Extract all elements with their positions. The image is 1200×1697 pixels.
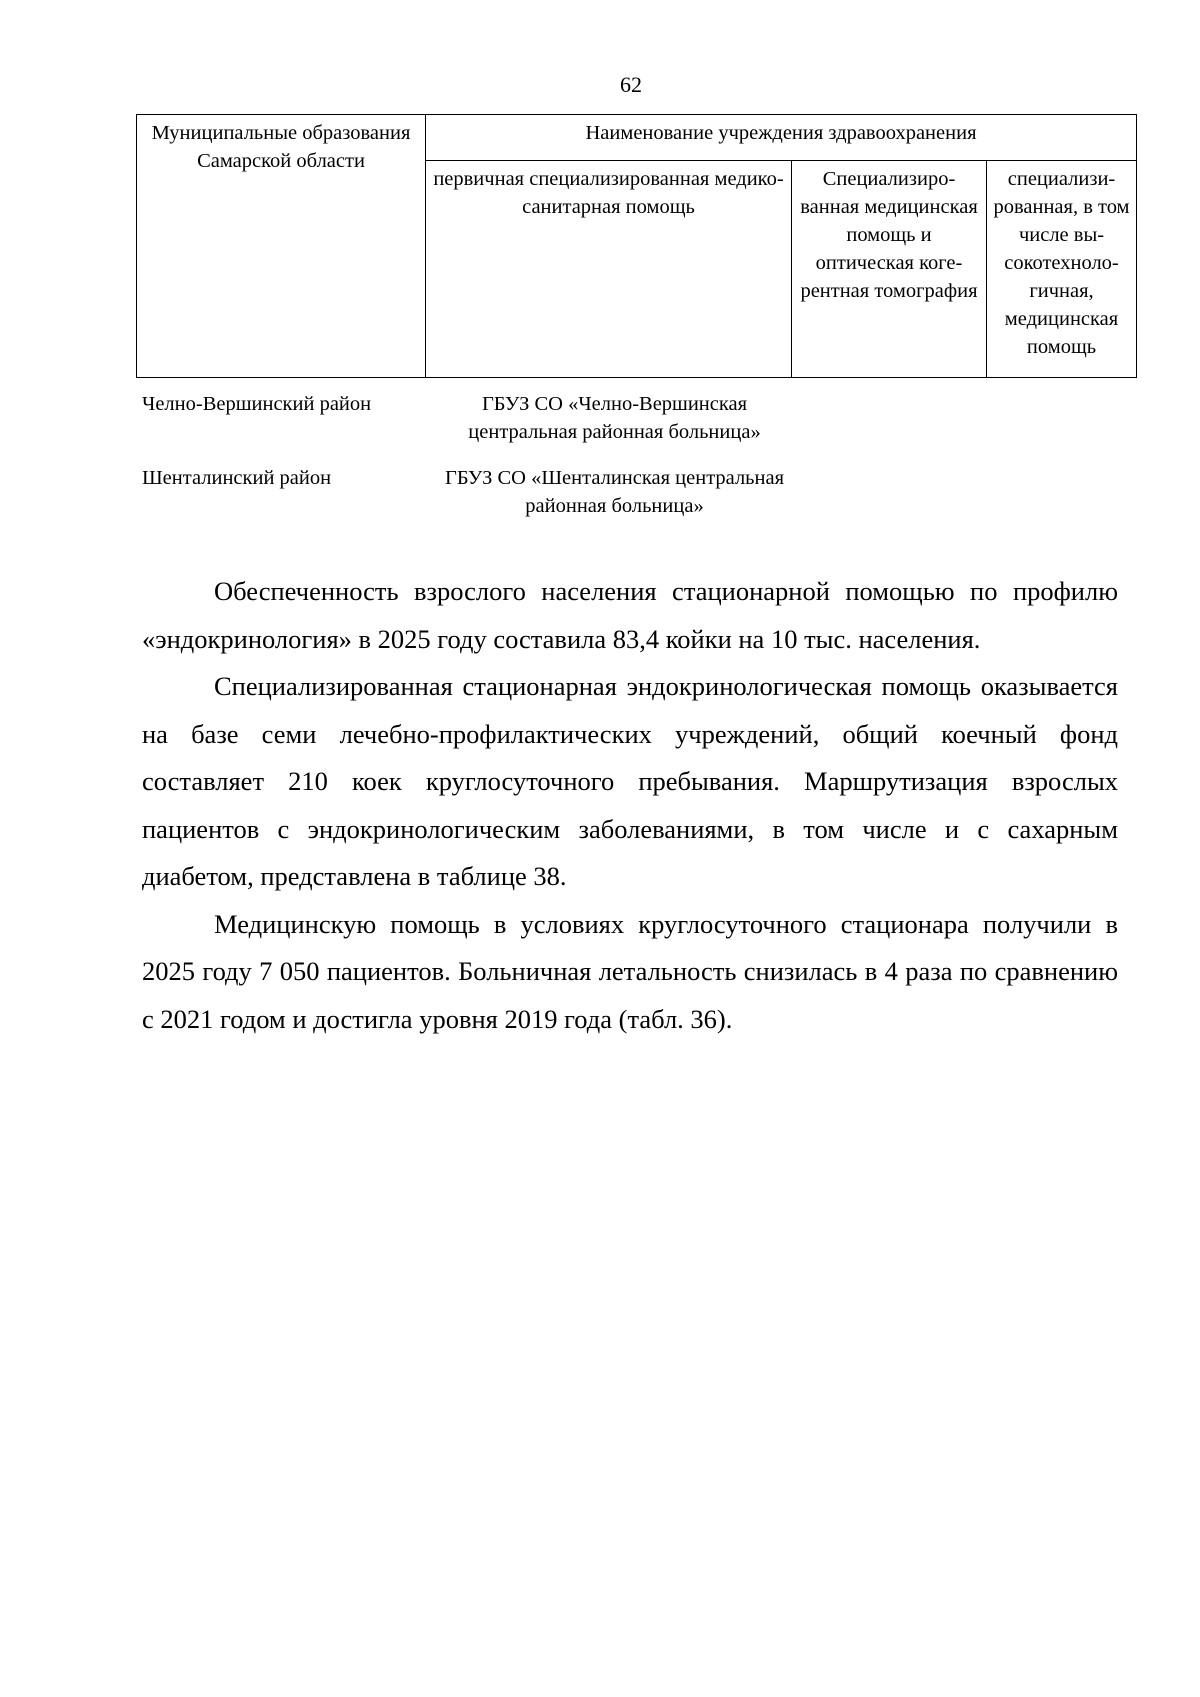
- column-header-institution: Наименование учреждения здравоохранения: [426, 115, 1137, 161]
- column-header-municipality: Муниципальные образования Самарской области: [137, 115, 426, 378]
- institution-cell: ГБУЗ СО «Челно-Вершинская центральная районная больница»: [468, 393, 761, 443]
- institution-cell: ГБУЗ СО «Шенталинская центральная районная больница»: [444, 467, 785, 517]
- table-row: [138, 464, 1138, 520]
- subheader-primary-care: первичная специализированная медико-санитарная помощь: [426, 161, 792, 378]
- paragraph-provision: Обеспеченность взрослого населения стационарной помощью по профилю «эндокринология» в 2025 году составила 83,4 койки на 10 тыс. населения.: [142, 576, 1118, 654]
- subheader-specialized-oct: Специализиро-ванная медицинская помощь и оптическая коге-рентная томография: [792, 161, 987, 378]
- region-cell: Челно-Вершинский район: [142, 393, 372, 415]
- subheader-high-tech-care: специализи-рованная, в том числе вы-сокотехноло-гичная, медицинская помощь: [987, 161, 1137, 378]
- table-row: [138, 390, 1138, 446]
- paragraph-inpatient-outcomes: Медицинскую помощь в условиях круглосуточного стационара получили в 2025 году 7 050 пациентов. Больничная летальность снизилась в 4 раза по сравнению с 2021 годом и достигла уровня 2019 года (табл. 36).: [142, 908, 1118, 1034]
- paragraph-specialized-care: Специализированная стационарная эндокринологическая помощь оказывается на базе семи лечебно-профилактических учреждений, общий коечный фонд составляет 210 коек круглосуточного пребывания. Маршрутизация взрослых пациентов с эндокринологическим заболеваниями, в том числе и с сахарным диабетом, представлена в таблице 38.: [142, 671, 1118, 891]
- body-text: [142, 568, 1118, 1043]
- region-cell: Шенталинский район: [142, 467, 332, 489]
- routing-table-header: [136, 114, 1137, 378]
- routing-table-body: [138, 390, 1138, 538]
- page-number: 62: [620, 72, 642, 97]
